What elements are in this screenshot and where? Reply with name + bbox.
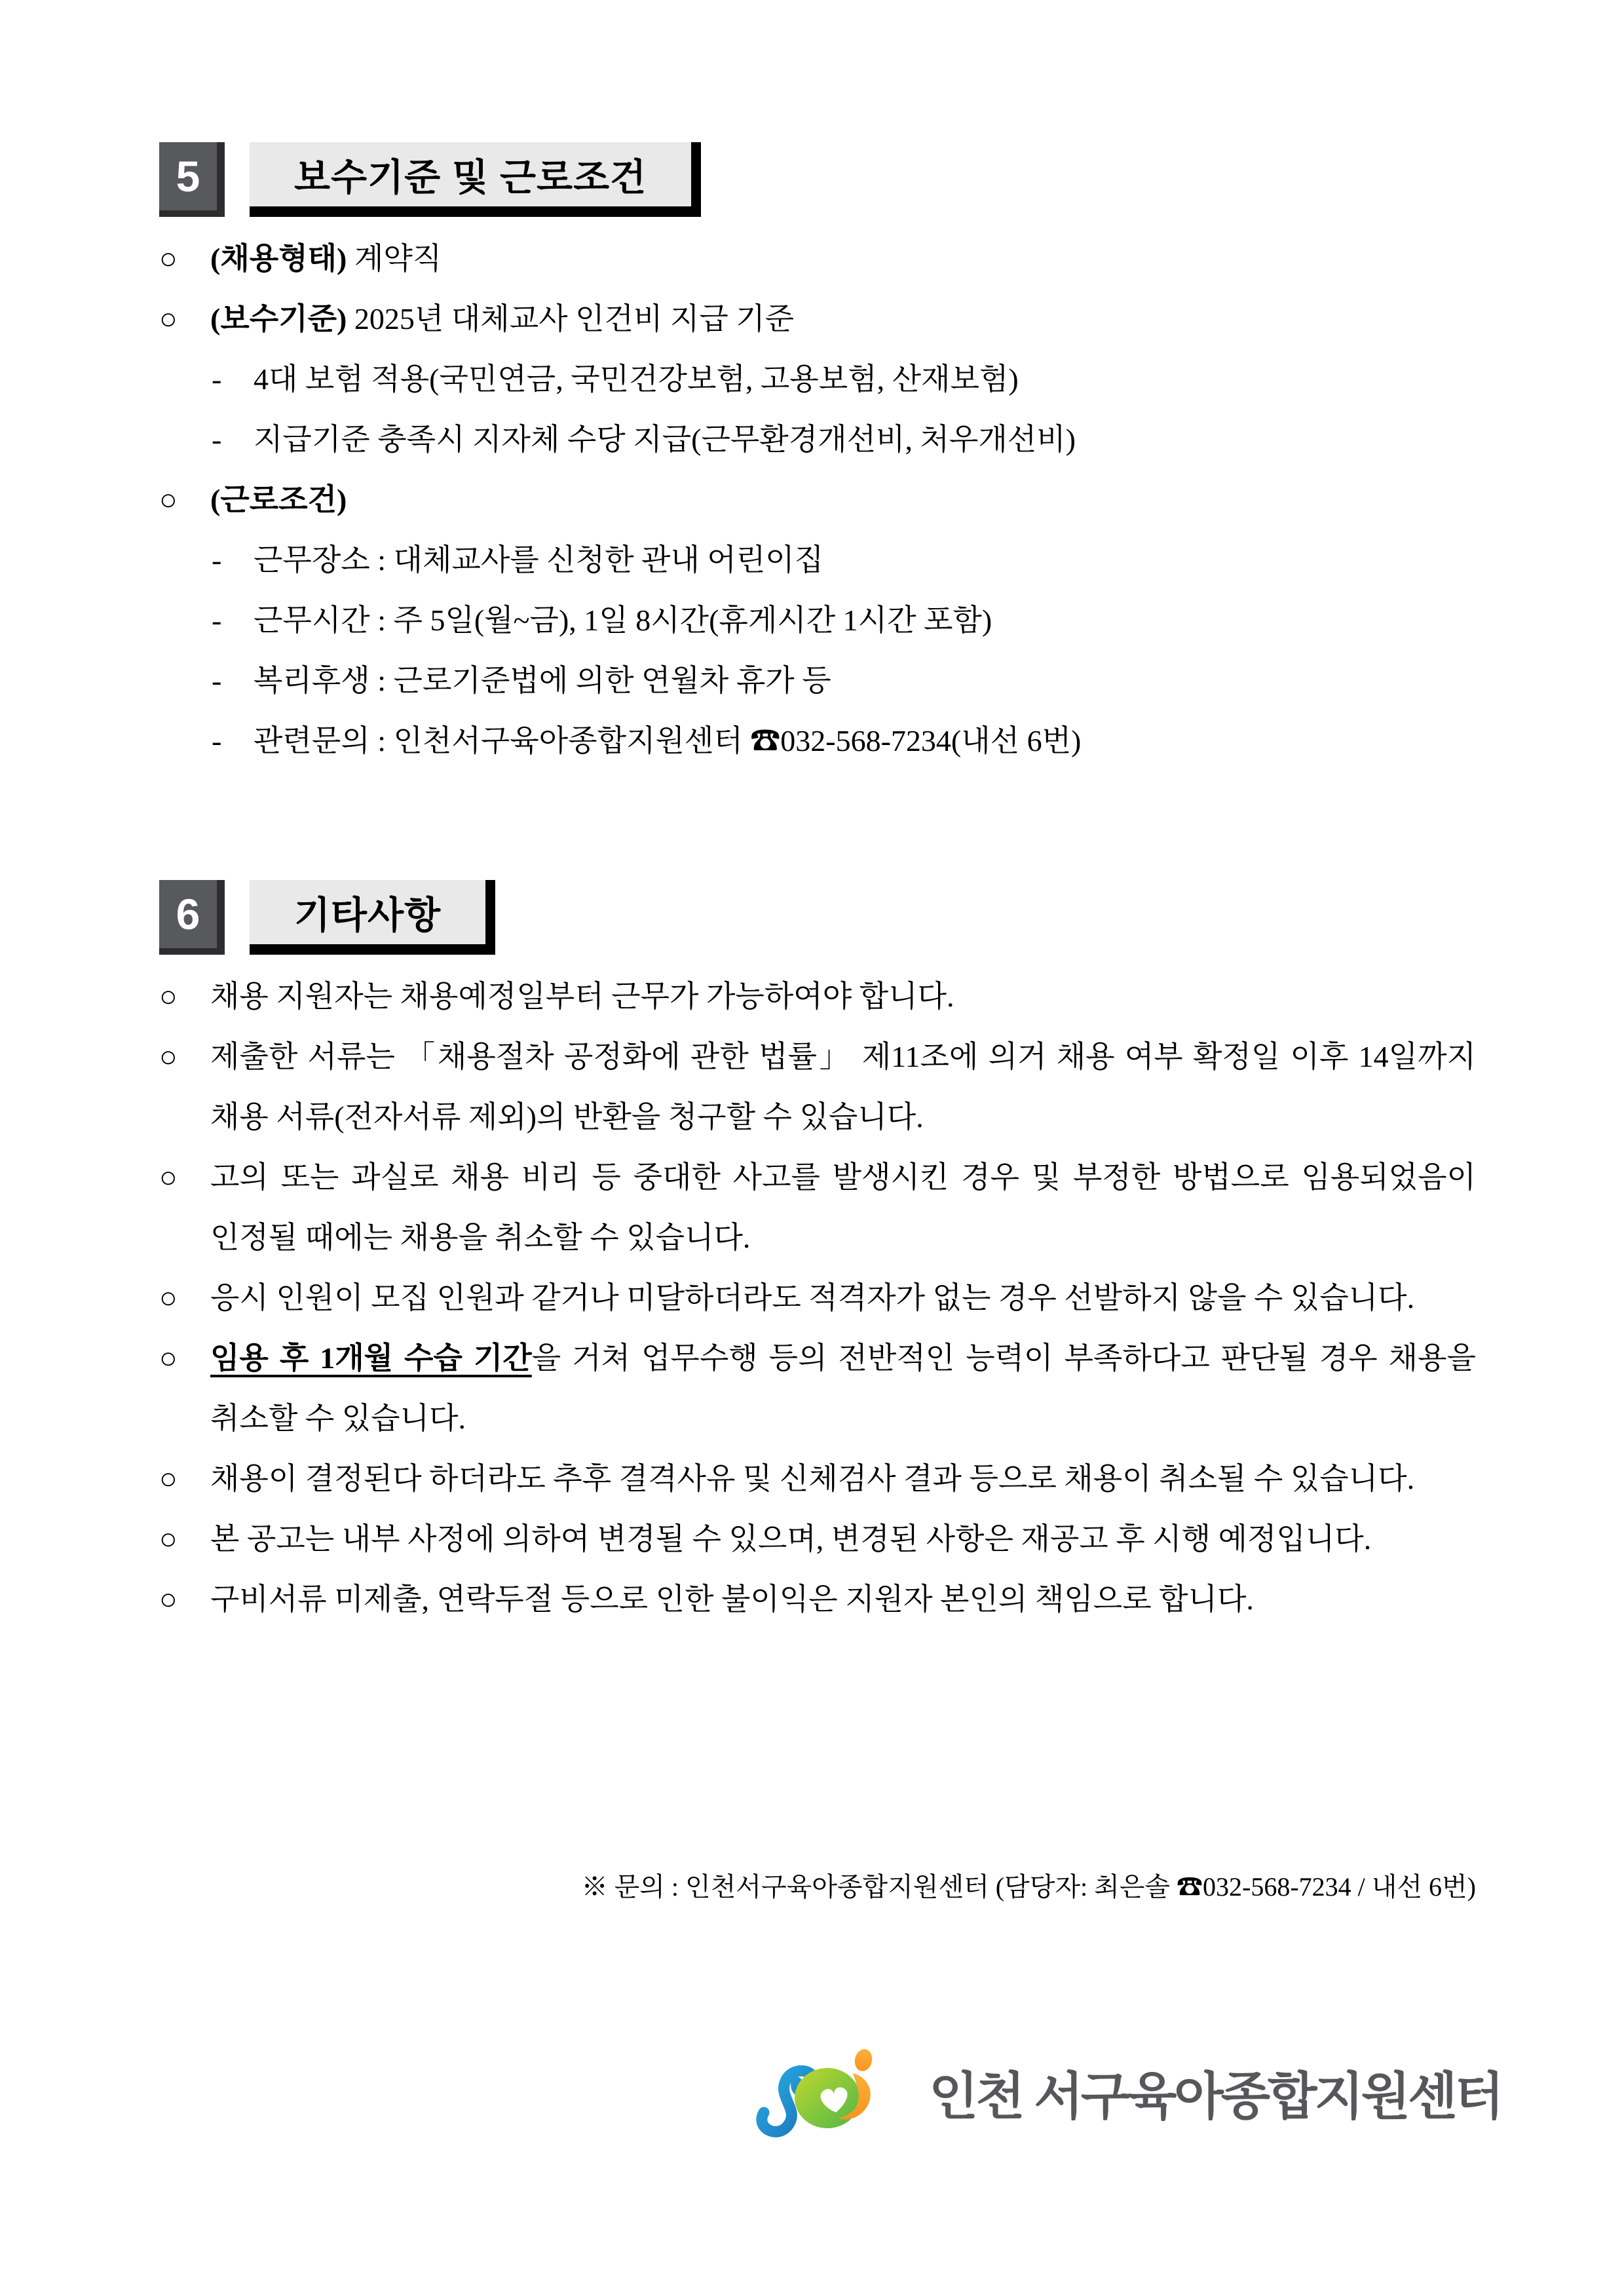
list-item xyxy=(159,966,1476,1027)
list-item xyxy=(159,1509,1476,1569)
circle-bullet: ○ xyxy=(159,1341,178,1375)
section-header xyxy=(159,142,1476,217)
section-item-list xyxy=(159,966,1476,1630)
item-label-bold: (근로조건) xyxy=(210,483,347,516)
circle-bullet: ○ xyxy=(159,980,178,1013)
list-item xyxy=(159,289,1476,349)
section-other-matters xyxy=(159,880,1476,1630)
section-title: 기타사항 xyxy=(294,894,442,936)
list-item xyxy=(159,229,1476,289)
section-number: 5 xyxy=(176,152,200,201)
item-text: 4대 보험 적용(국민연금, 국민건강보험, 고용보험, 산재보험) xyxy=(254,362,1019,396)
list-item xyxy=(212,590,1476,651)
list-item xyxy=(212,530,1476,590)
dash-bullet: - xyxy=(212,423,222,456)
list-item xyxy=(159,470,1476,530)
section-item-list xyxy=(159,229,1476,771)
circle-bullet: ○ xyxy=(159,242,178,275)
item-text: 채용이 결정된다 하더라도 추후 결격사유 및 신체검사 결과 등으로 채용이 취소될 수 있습니다. xyxy=(210,1462,1415,1495)
circle-bullet: ○ xyxy=(159,1462,178,1495)
circle-bullet: ○ xyxy=(159,483,178,516)
dash-bullet: - xyxy=(212,603,222,637)
section-title-box xyxy=(250,142,701,217)
list-item xyxy=(212,711,1476,771)
circle-bullet: ○ xyxy=(159,1160,178,1194)
dash-bullet: - xyxy=(212,543,222,577)
circle-bullet: ○ xyxy=(159,1582,178,1616)
list-item xyxy=(212,410,1476,470)
list-item xyxy=(159,1449,1476,1509)
item-text: 근무시간 : 주 5일(월~금), 1일 8시간(휴게시간 1시간 포함) xyxy=(254,603,992,637)
center-logo-mark-icon xyxy=(753,2043,901,2141)
list-item xyxy=(212,651,1476,711)
item-text: 을 거쳐 업무수행 등의 전반적인 능력이 부족하다고 판단될 경우 채용을 취소할 수 있습니다. xyxy=(210,1341,1476,1435)
list-item xyxy=(159,1328,1476,1449)
dash-bullet: - xyxy=(212,724,222,757)
item-text: 지급기준 충족시 지자체 수당 지급(근무환경개선비, 처우개선비) xyxy=(254,423,1076,456)
section-title: 보수기준 및 근로조건 xyxy=(294,157,647,199)
item-text: 제출한 서류는 「채용절차 공정화에 관한 법률」 제11조에 의거 채용 여부 확정일 이후 14일까지 채용 서류(전자서류 제외)의 반환을 청구할 수 있습니다. xyxy=(210,1040,1476,1134)
center-logo-text: 인천 서구육아종합지원센터 xyxy=(929,2067,1501,2125)
section-compensation xyxy=(159,142,1476,771)
list-item xyxy=(159,1027,1476,1147)
item-text: 관련문의 : 인천서구육아종합지원센터 ☎032-568-7234(내선 6번) xyxy=(254,724,1082,757)
contact-note: ※ 문의 : 인천서구육아종합지원센터 (담당자: 최은솔 ☎032-568-7234 / 내선 6번) xyxy=(581,1872,1476,1902)
item-label-bold: (보수기준) xyxy=(210,302,347,335)
list-item xyxy=(212,349,1476,410)
item-text: 본 공고는 내부 사정에 의하여 변경될 수 있으며, 변경된 사항은 재공고 후 시행 예정입니다. xyxy=(210,1522,1372,1556)
circle-bullet: ○ xyxy=(159,302,178,335)
item-text: 고의 또는 과실로 채용 비리 등 중대한 사고를 발생시킨 경우 및 부정한 방법으로 임용되었음이 인정될 때에는 채용을 취소할 수 있습니다. xyxy=(210,1160,1476,1254)
item-emphasis-underline: 임용 후 1개월 수습 기간 xyxy=(210,1341,532,1375)
section-number-badge xyxy=(159,880,225,955)
dash-bullet: - xyxy=(212,664,222,697)
item-text: 근무장소 : 대체교사를 신청한 관내 어린이집 xyxy=(254,543,824,577)
section-number: 6 xyxy=(176,890,200,938)
dash-bullet: - xyxy=(212,362,222,396)
section-header xyxy=(159,880,1476,955)
section-number-badge xyxy=(159,142,225,217)
item-text: 계약직 xyxy=(347,242,442,275)
item-text: 채용 지원자는 채용예정일부터 근무가 가능하여야 합니다. xyxy=(210,980,954,1013)
item-label-bold: (채용형태) xyxy=(210,242,347,275)
list-item xyxy=(159,1569,1476,1630)
list-item xyxy=(159,1147,1476,1268)
circle-bullet: ○ xyxy=(159,1281,178,1314)
item-text: 복리후생 : 근로기준법에 의한 연월차 휴가 등 xyxy=(254,664,831,697)
list-item xyxy=(159,1268,1476,1328)
center-logo xyxy=(753,2043,1501,2141)
item-text: 구비서류 미제출, 연락두절 등으로 인한 불이익은 지원자 본인의 책임으로 합니다. xyxy=(210,1582,1254,1616)
section-title-box xyxy=(250,880,495,955)
circle-bullet: ○ xyxy=(159,1522,178,1556)
circle-bullet: ○ xyxy=(159,1040,178,1073)
item-text: 2025년 대체교사 인건비 지급 기준 xyxy=(347,302,795,335)
item-text: 응시 인원이 모집 인원과 같거나 미달하더라도 적격자가 없는 경우 선발하지 않을 수 있습니다. xyxy=(210,1281,1415,1314)
